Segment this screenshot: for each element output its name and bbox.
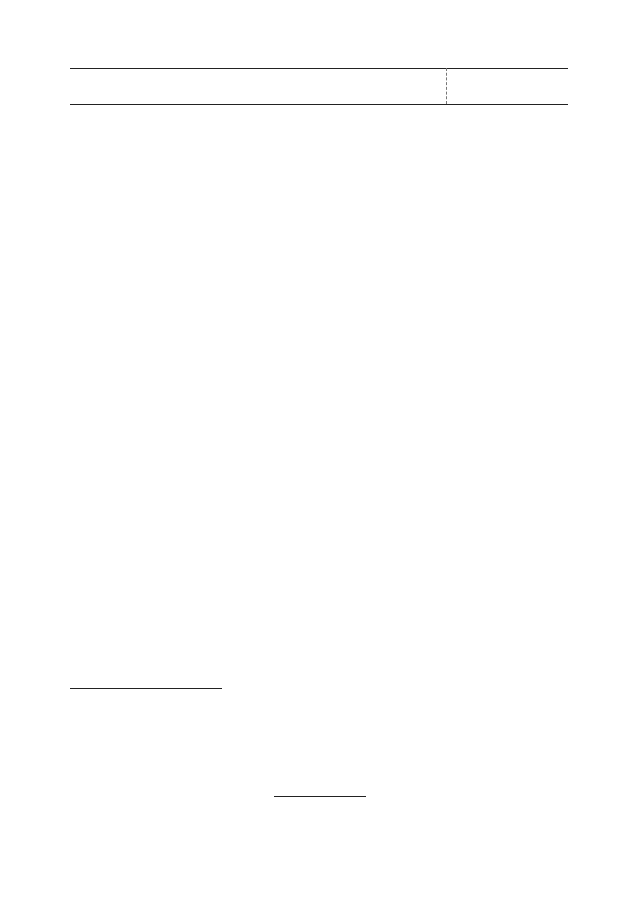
table-header-column-divider: [446, 68, 447, 104]
document-end-rule: [274, 796, 366, 797]
table-header-top-rule: [70, 68, 568, 69]
footnote-separator: [70, 688, 222, 689]
table-header-bottom-rule: [70, 104, 568, 105]
